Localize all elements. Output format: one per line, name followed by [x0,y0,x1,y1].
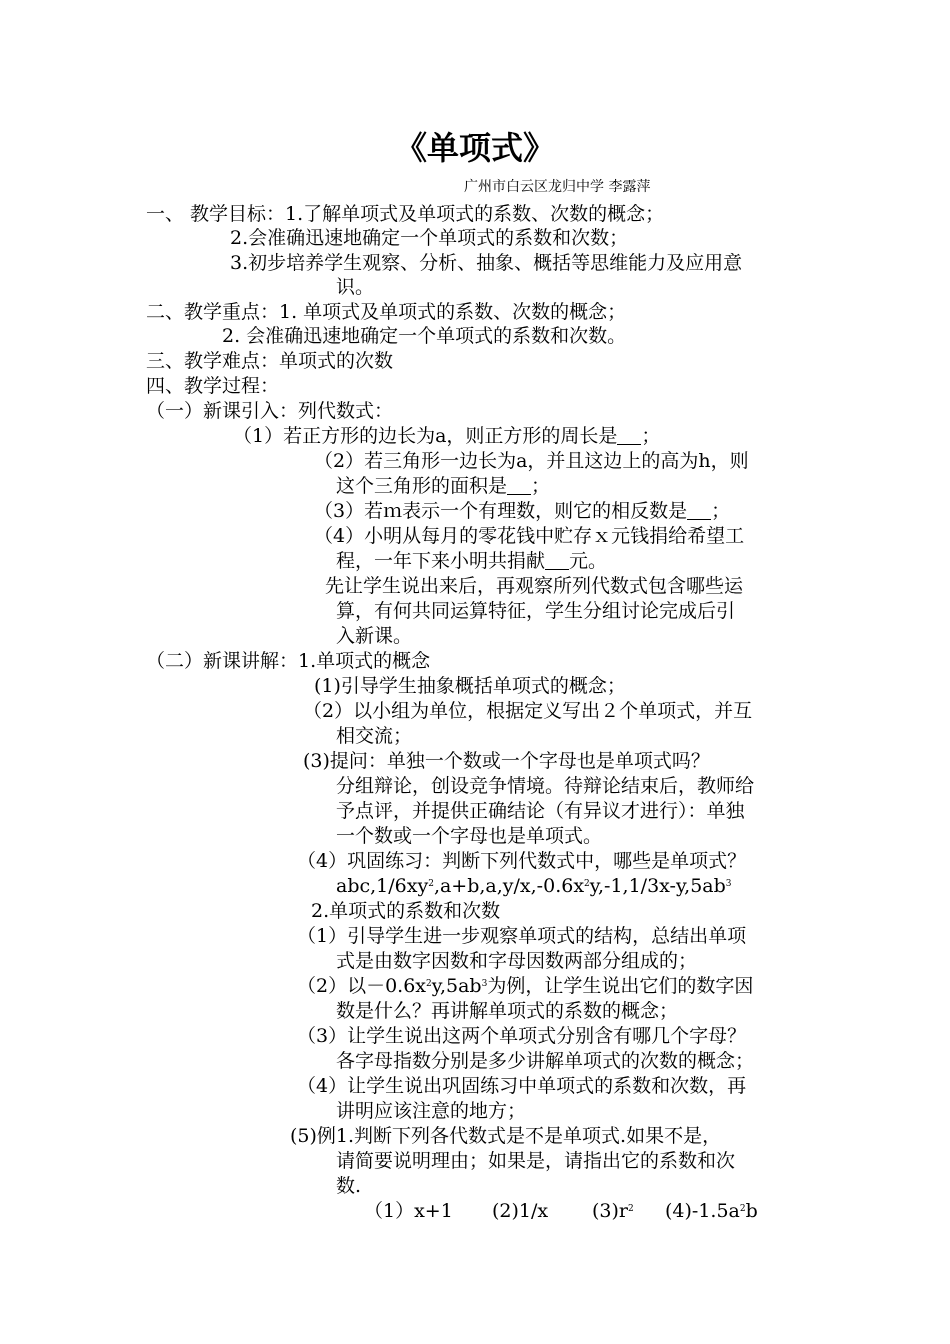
coef-step-1-cont: 式是由数字因数和字母因数两部分组成的； [336,950,698,972]
punct: ； [641,425,661,447]
punct: ； [531,475,551,497]
part-2-heading: （二）新课讲解：1.单项式的概念 [146,650,431,672]
punct: ； [711,500,731,522]
expr: y,-1,1/3x-y,5ab [589,875,726,897]
question-4: （4）小明从每月的零花钱中贮存ｘ元钱捐给希望工 [314,525,745,547]
punct: 元。 [569,550,608,572]
section-2-key-points: 二、教学重点：1. 单项式及单项式的系数、次数的概念； [146,301,627,323]
coef-step-4-cont: 讲明应该注意的地方； [336,1100,527,1122]
answer-blank [545,551,569,570]
concept-step-2: （2）以小组为单位，根据定义写出２个单项式，并互 [303,700,753,722]
expr: (3)r [592,1200,628,1222]
exercise-expressions [336,874,732,898]
page-title: 《单项式》 [394,129,555,167]
exponent: 2 [739,1204,746,1214]
concept-step-3-cont-1: 分组辩论，创设竞争情境。待辩论结束后，教师给 [336,775,755,797]
coef-step-2 [297,974,753,998]
intro-note-cont-1: 算，有何共同运算特征，学生分组讨论完成后引 [336,600,736,622]
question-1 [233,424,660,448]
exponent: 2 [584,879,590,889]
example-1-cont-1: 请简要说明理由；如果是，请指出它的系数和次 [336,1150,736,1172]
expr: 为例，让学生说出它们的数字因 [487,975,754,997]
objective-2: 2.会准确迅速地确定一个单项式的系数和次数； [230,227,629,249]
question-4-text: 程，一年下来小明共捐献 [336,550,546,572]
section-4-process: 四、教学过程： [146,375,280,397]
section-1-objectives: 一、 教学目标：1.了解单项式及单项式的系数、次数的概念； [146,203,665,225]
question-2-cont [336,474,550,498]
example-item-3 [592,1199,634,1223]
exponent: 3 [725,879,732,889]
answer-blank [507,476,531,495]
concept-step-2-cont: 相交流； [336,725,413,747]
coef-step-3: （3）让学生说出这两个单项式分别含有哪几个字母？ [297,1025,747,1047]
example-item-2: (2)1/x [492,1200,549,1222]
answer-blank [687,501,711,520]
expr: abc,1/6xy [336,875,429,897]
exponent: 3 [481,979,488,989]
expr: (4)-1.5a [665,1200,740,1222]
expr: （2）以－0.6x [297,975,427,997]
author-line: 广州市白云区龙归中学 李露萍 [464,179,651,195]
expr: ,a+b,a,y/x,-0.6x [433,875,585,897]
answer-blank [617,426,641,445]
coef-step-2-cont: 数是什么？再讲解单项式的系数的概念； [336,1000,679,1022]
objective-3-cont: 识。 [336,276,375,298]
intro-note-cont-2: 入新课。 [336,625,413,647]
coef-step-3-cont: 各字母指数分别是多少讲解单项式的次数的概念； [336,1050,755,1072]
question-1-text: （1）若正方形的边长为a，则正方形的周长是 [233,425,618,447]
subsection-coefficient-degree: 2.单项式的系数和次数 [311,900,501,922]
expr: b [745,1200,758,1222]
concept-step-3-cont-3: 一个数或一个字母也是单项式。 [336,825,603,847]
exponent: 2 [628,1204,634,1214]
example-1: (5)例1.判断下列各代数式是不是单项式.如果不是， [290,1125,722,1147]
expr: y,5ab [431,975,482,997]
example-1-cont-2: 数. [336,1175,362,1197]
question-4-cont [336,549,607,573]
concept-step-3: (3)提问：单独一个数或一个字母也是单项式吗？ [303,750,710,772]
concept-step-3-cont-2: 予点评，并提供正确结论（有异议才进行）：单独 [336,800,745,822]
concept-step-1: (1)引导学生抽象概括单项式的概念； [314,675,626,697]
question-2: （2）若三角形一边长为a，并且这边上的高为h，则 [314,450,749,472]
key-point-2: 2. 会准确迅速地确定一个单项式的系数和次数。 [222,325,627,347]
exponent: 2 [428,879,434,889]
objective-3: 3.初步培养学生观察、分析、抽象、概括等思维能力及应用意 [230,252,743,274]
concept-step-4: （4）巩固练习：判断下列代数式中，哪些是单项式？ [297,850,747,872]
part-1-heading: （一）新课引入：列代数式： [146,400,394,422]
section-3-difficulty: 三、教学难点：单项式的次数 [146,350,394,372]
question-3-text: （3）若ｍ表示一个有理数，则它的相反数是 [314,500,688,522]
coef-step-1: （1）引导学生进一步观察单项式的结构，总结出单项 [297,925,747,947]
question-3 [314,499,730,523]
intro-note: 先让学生说出来后，再观察所列代数式包含哪些运 [325,575,744,597]
example-item-4 [665,1199,758,1223]
exponent: 2 [426,979,432,989]
coef-step-4: （4）让学生说出巩固练习中单项式的系数和次数，再 [297,1075,747,1097]
question-2-text: 这个三角形的面积是 [336,475,508,497]
example-item-1: （1）x+1 [364,1200,453,1222]
